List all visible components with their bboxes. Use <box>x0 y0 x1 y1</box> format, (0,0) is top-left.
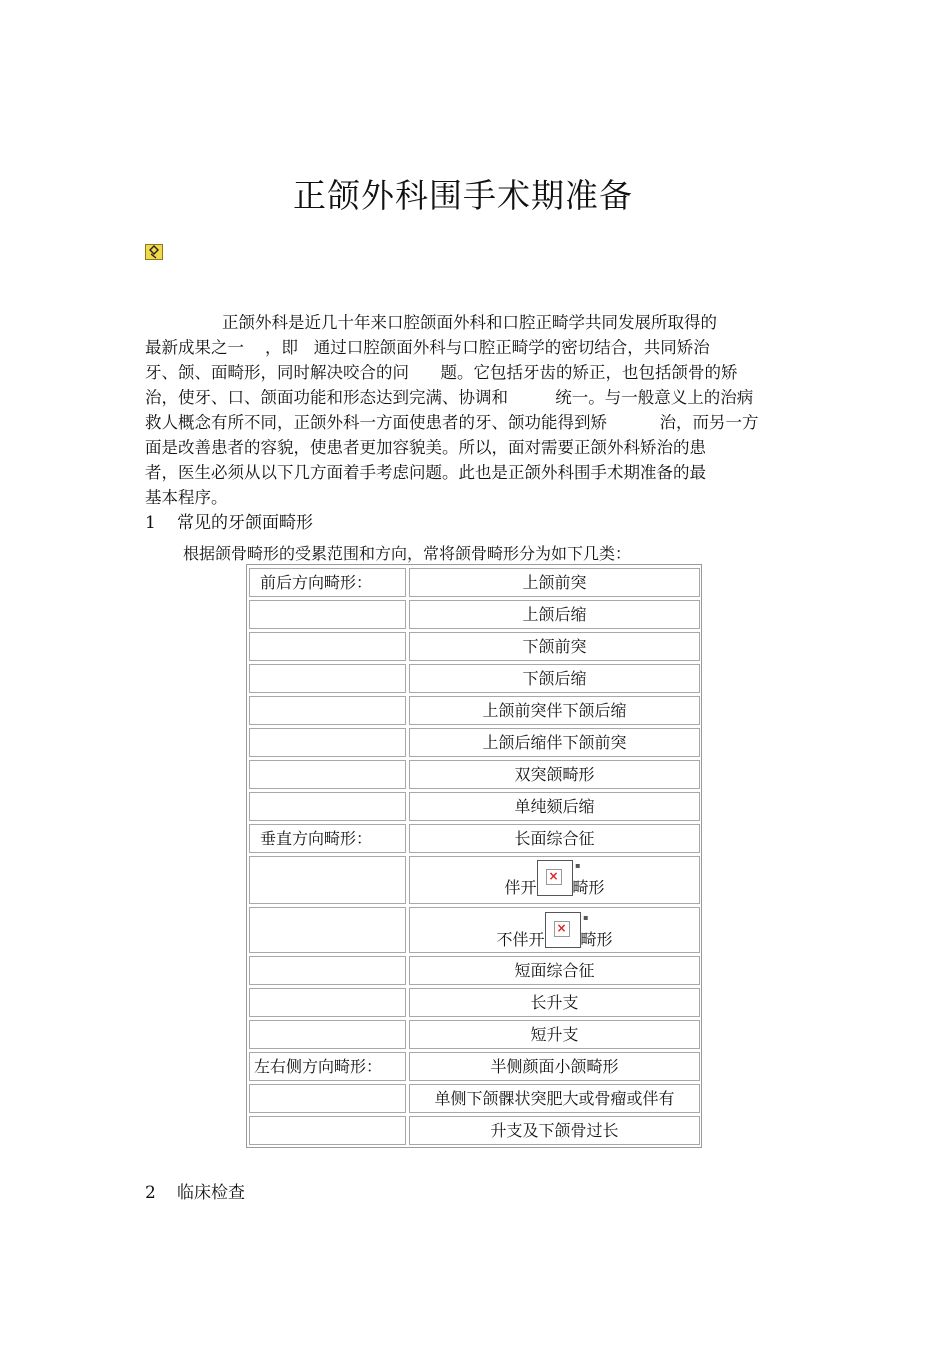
deformity-table <box>246 564 702 1148</box>
category-cell <box>249 1084 406 1113</box>
category-cell: 前后方向畸形： <box>249 568 406 597</box>
broken-image-icon: × ▪ <box>537 860 573 896</box>
type-cell: 单侧下颌髁状突肥大或骨瘤或伴有 <box>409 1084 700 1113</box>
paragraph-line: 治，使牙、口、颌面功能和形态达到完满、协调和 统一。与一般意义上的治病 <box>145 388 754 407</box>
paragraph-line: 面是改善患者的容貌，使患者更加容貌美。所以，面对需要正颌外科矫治的患 <box>145 438 706 457</box>
section-heading-1 <box>145 512 313 534</box>
paragraph-line: 救人概念有所不同，正颌外科一方面使患者的牙、颌功能得到矫 治，而另一方 <box>145 413 759 432</box>
category-cell <box>249 856 406 904</box>
type-text-after: 畸形 <box>580 930 613 949</box>
type-cell: 长面综合征 <box>409 824 700 853</box>
embedded-object-icon[interactable] <box>145 244 163 260</box>
type-cell: 半侧颜面小颌畸形 <box>409 1052 700 1081</box>
category-cell <box>249 988 406 1017</box>
type-cell: 升支及下颌骨过长 <box>409 1116 700 1145</box>
category-cell <box>249 696 406 725</box>
section-title: 临床检查 <box>177 1183 245 1203</box>
section-number: 1 <box>145 513 156 533</box>
paragraph-line: 最新成果之一 ，即 通过口腔颌面外科与口腔正畸学的密切结合，共同矫治 <box>145 338 710 357</box>
type-cell: 上颌后缩伴下颌前突 <box>409 728 700 757</box>
type-cell: 上颌前突 <box>409 568 700 597</box>
section-intro: 根据颌骨畸形的受累范围和方向，常将颌骨畸形分为如下几类： <box>183 544 632 563</box>
type-cell: 长升支 <box>409 988 700 1017</box>
type-text-before: 不伴开 <box>496 930 545 949</box>
type-cell: 上颌后缩 <box>409 600 700 629</box>
section-heading-2 <box>145 1182 245 1204</box>
type-cell <box>409 856 700 904</box>
type-cell: 上颌前突伴下颌后缩 <box>409 696 700 725</box>
category-cell: 左右侧方向畸形： <box>249 1052 406 1081</box>
broken-image-icon: × ▪ <box>545 912 581 948</box>
category-cell <box>249 632 406 661</box>
page-title: 正颌外科围手术期准备 <box>293 176 633 215</box>
type-text-before: 伴开 <box>504 878 537 897</box>
category-cell <box>249 664 406 693</box>
type-cell: 双突颌畸形 <box>409 760 700 789</box>
category-cell: 垂直方向畸形： <box>249 824 406 853</box>
type-cell: 下颌后缩 <box>409 664 700 693</box>
category-cell <box>249 728 406 757</box>
paragraph-line: 基本程序。 <box>145 488 228 507</box>
paragraph-line: 者，医生必须从以下几方面着手考虑问题。此也是正颌外科围手术期准备的最 <box>145 463 706 482</box>
category-cell <box>249 1116 406 1145</box>
type-cell: 短升支 <box>409 1020 700 1049</box>
category-cell <box>249 792 406 821</box>
category-cell <box>249 600 406 629</box>
section-number: 2 <box>145 1183 156 1203</box>
category-cell <box>249 956 406 985</box>
category-cell <box>249 1020 406 1049</box>
type-text-after: 畸形 <box>572 878 605 897</box>
type-cell <box>409 907 700 953</box>
section-title: 常见的牙颌面畸形 <box>177 513 313 533</box>
category-cell <box>249 907 406 953</box>
paragraph-line: 牙、颌、面畸形，同时解决咬合的问 题。它包括牙齿的矫正，也包括颌骨的矫 <box>145 363 738 382</box>
paragraph-line: 正颌外科是近几十年来口腔颌面外科和口腔正畸学共同发展所取得的 <box>222 313 717 332</box>
type-cell: 短面综合征 <box>409 956 700 985</box>
category-cell <box>249 760 406 789</box>
type-cell: 单纯颏后缩 <box>409 792 700 821</box>
type-cell: 下颌前突 <box>409 632 700 661</box>
